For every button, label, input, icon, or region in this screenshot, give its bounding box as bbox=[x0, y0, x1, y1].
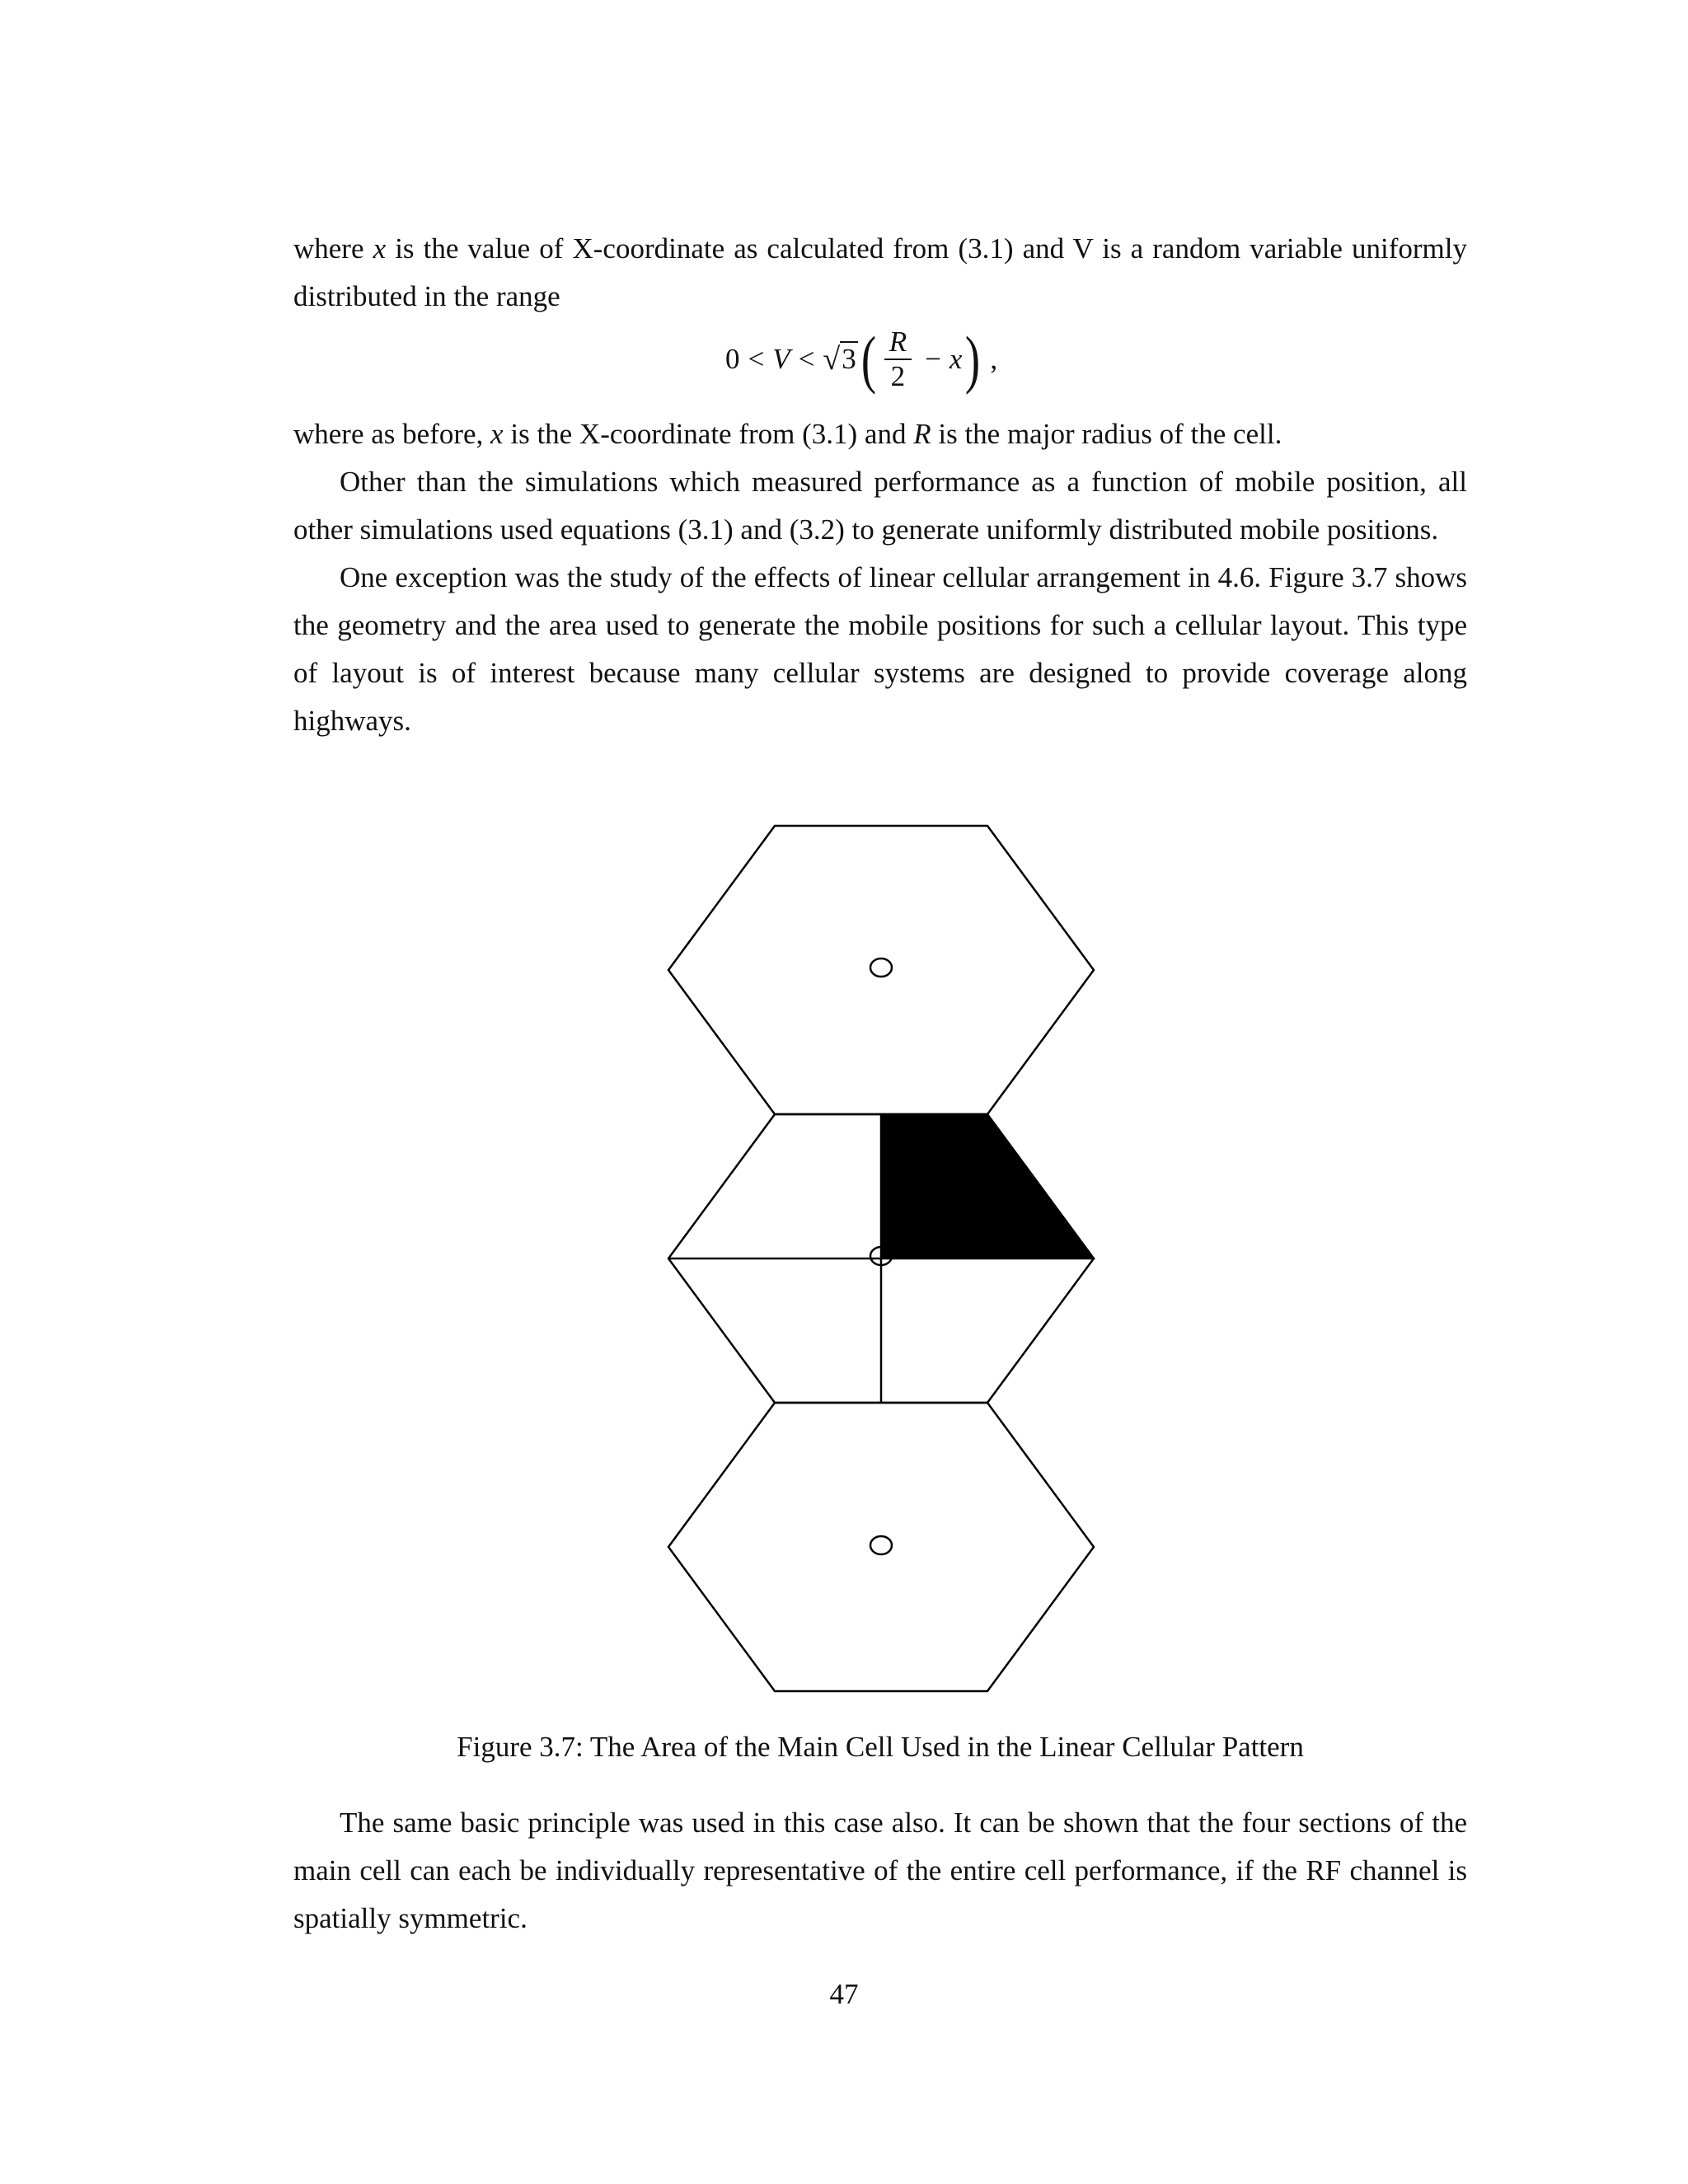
math-var-x: x bbox=[373, 232, 387, 265]
text-span: where as before, bbox=[293, 418, 491, 450]
sqrt-symbol: √ bbox=[823, 342, 841, 377]
eq-less-than: < bbox=[748, 343, 765, 375]
text-span: is the X-coordinate from (3.1) and bbox=[503, 418, 914, 450]
top-cell-hexagon bbox=[668, 826, 1094, 1114]
figure-caption: Figure 3.7: The Area of the Main Cell Used in the Linear Cellular Pattern bbox=[457, 1731, 1304, 1763]
math-var-r: R bbox=[913, 418, 931, 450]
paragraph-linear-exception: One exception was the study of the effects of linear cellular arrangement in 4.6. Figure 3.7 shows the geometry and the area used to generate the mobile positions for such a cellular layout. This type of layout is of interest because many cellular systems are designed to provide coverage along highways. bbox=[293, 561, 1467, 737]
eq-var-v: V bbox=[772, 343, 790, 375]
text-span: is the value of X-coordinate as calculated from (3.1) and V is a random variable uniformly distributed in the range bbox=[293, 232, 1467, 312]
eq-less-than: < bbox=[798, 343, 815, 375]
eq-left-paren: ( bbox=[860, 323, 876, 395]
page-number: 47 bbox=[829, 1978, 859, 2010]
top-cell-base-station bbox=[870, 958, 892, 977]
eq-var-x: x bbox=[949, 343, 963, 375]
eq-minus: − bbox=[925, 343, 941, 375]
eq-zero: 0 bbox=[725, 343, 740, 375]
math-var-x: x bbox=[490, 418, 504, 450]
text-span: where bbox=[293, 232, 373, 265]
frac-numerator: R bbox=[884, 326, 912, 360]
paragraph-other-simulations: Other than the simulations which measured performance as a function of mobile position, all other simulations used equations (3.1) and (3.2) to generate uniformly distributed mobile positions. bbox=[293, 466, 1467, 546]
shaded-sampling-area bbox=[881, 1114, 1094, 1258]
sqrt-radicand: 3 bbox=[842, 343, 856, 375]
bottom-cell-base-station bbox=[870, 1536, 892, 1554]
eq-right-paren: ) bbox=[965, 323, 981, 395]
paragraph-same-principle: The same basic principle was used in this case also. It can be shown that the four sections of the main cell can each be individually representative of the entire cell performance, if the RF channel is spatially symmetric. bbox=[293, 1807, 1467, 1934]
frac-denominator: 2 bbox=[890, 360, 906, 392]
bottom-cell-hexagon bbox=[668, 1403, 1094, 1691]
body-text-bottom bbox=[293, 1799, 1467, 1943]
text-span: is the major radius of the cell. bbox=[931, 418, 1282, 450]
eq-comma: , bbox=[990, 343, 998, 375]
